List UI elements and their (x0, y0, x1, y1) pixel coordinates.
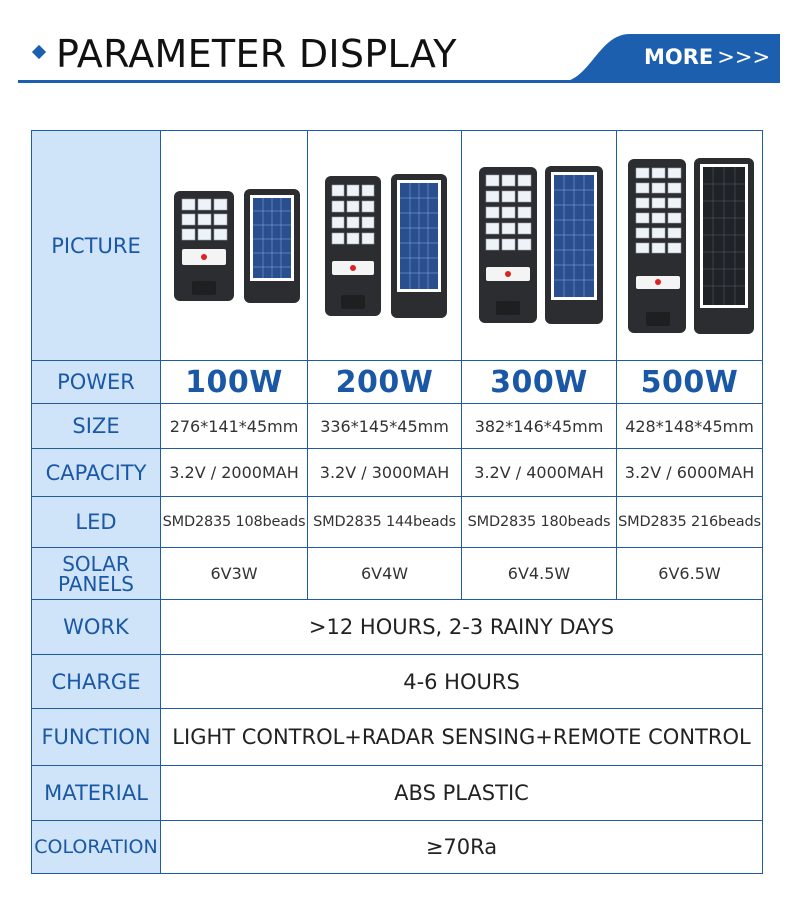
solar-value: 6V3W (161, 548, 308, 600)
led-value: SMD2835 216beads (617, 497, 763, 548)
power-value: 300W (462, 361, 617, 404)
diamond-bullet-icon (32, 45, 46, 59)
product-image-300w (462, 131, 617, 361)
row-function (32, 709, 763, 766)
capacity-value: 3.2V / 3000MAH (308, 449, 462, 497)
row-charge (32, 655, 763, 709)
function-value: LIGHT CONTROL+RADAR SENSING+REMOTE CONTROL (161, 709, 763, 766)
label-led: LED (32, 497, 161, 548)
label-picture: PICTURE (32, 131, 161, 361)
row-led (32, 497, 763, 548)
row-work (32, 600, 763, 655)
label-power: POWER (32, 361, 161, 404)
solar-value: 6V4W (308, 548, 462, 600)
work-value: >12 HOURS, 2-3 RAINY DAYS (161, 600, 763, 655)
label-size: SIZE (32, 404, 161, 449)
row-size (32, 404, 763, 449)
row-power (32, 361, 763, 404)
size-value: 336*145*45mm (308, 404, 462, 449)
power-value: 100W (161, 361, 308, 404)
power-value: 500W (617, 361, 763, 404)
label-solar-panels (32, 548, 161, 600)
row-solar-panels (32, 548, 763, 600)
label-charge: CHARGE (32, 655, 161, 709)
row-capacity (32, 449, 763, 497)
size-value: 276*141*45mm (161, 404, 308, 449)
size-value: 428*148*45mm (617, 404, 763, 449)
row-material (32, 766, 763, 821)
label-capacity: CAPACITY (32, 449, 161, 497)
street-light-300w-icon (469, 163, 609, 328)
capacity-value: 3.2V / 4000MAH (462, 449, 617, 497)
product-image-100w (161, 131, 308, 361)
led-value: SMD2835 144beads (308, 497, 462, 548)
section-header (0, 0, 790, 100)
parameter-table (31, 130, 763, 874)
capacity-value: 3.2V / 2000MAH (161, 449, 308, 497)
material-value: ABS PLASTIC (161, 766, 763, 821)
label-function: FUNCTION (32, 709, 161, 766)
label-coloration: COLORATION (32, 821, 161, 874)
solar-value: 6V4.5W (462, 548, 617, 600)
row-picture (32, 131, 763, 361)
street-light-200w-icon (315, 171, 455, 321)
charge-value: 4-6 HOURS (161, 655, 763, 709)
capacity-value: 3.2V / 6000MAH (617, 449, 763, 497)
page-title: PARAMETER DISPLAY (56, 32, 457, 76)
power-value: 200W (308, 361, 462, 404)
led-value: SMD2835 180beads (462, 497, 617, 548)
product-image-500w (617, 131, 763, 361)
more-label: MORE (644, 45, 714, 69)
product-image-200w (308, 131, 462, 361)
label-material: MATERIAL (32, 766, 161, 821)
street-light-100w-icon (164, 181, 304, 311)
label-solar-line2: PANELS (58, 571, 134, 596)
size-value: 382*146*45mm (462, 404, 617, 449)
solar-value: 6V6.5W (617, 548, 763, 600)
coloration-value: ≥70Ra (161, 821, 763, 874)
label-work: WORK (32, 600, 161, 655)
more-arrows: >>> (717, 45, 771, 69)
street-light-500w-icon (620, 156, 760, 336)
led-value: SMD2835 108beads (161, 497, 308, 548)
row-coloration (32, 821, 763, 874)
label-solar-line1: SOLAR (62, 551, 130, 576)
more-button[interactable] (560, 34, 780, 82)
